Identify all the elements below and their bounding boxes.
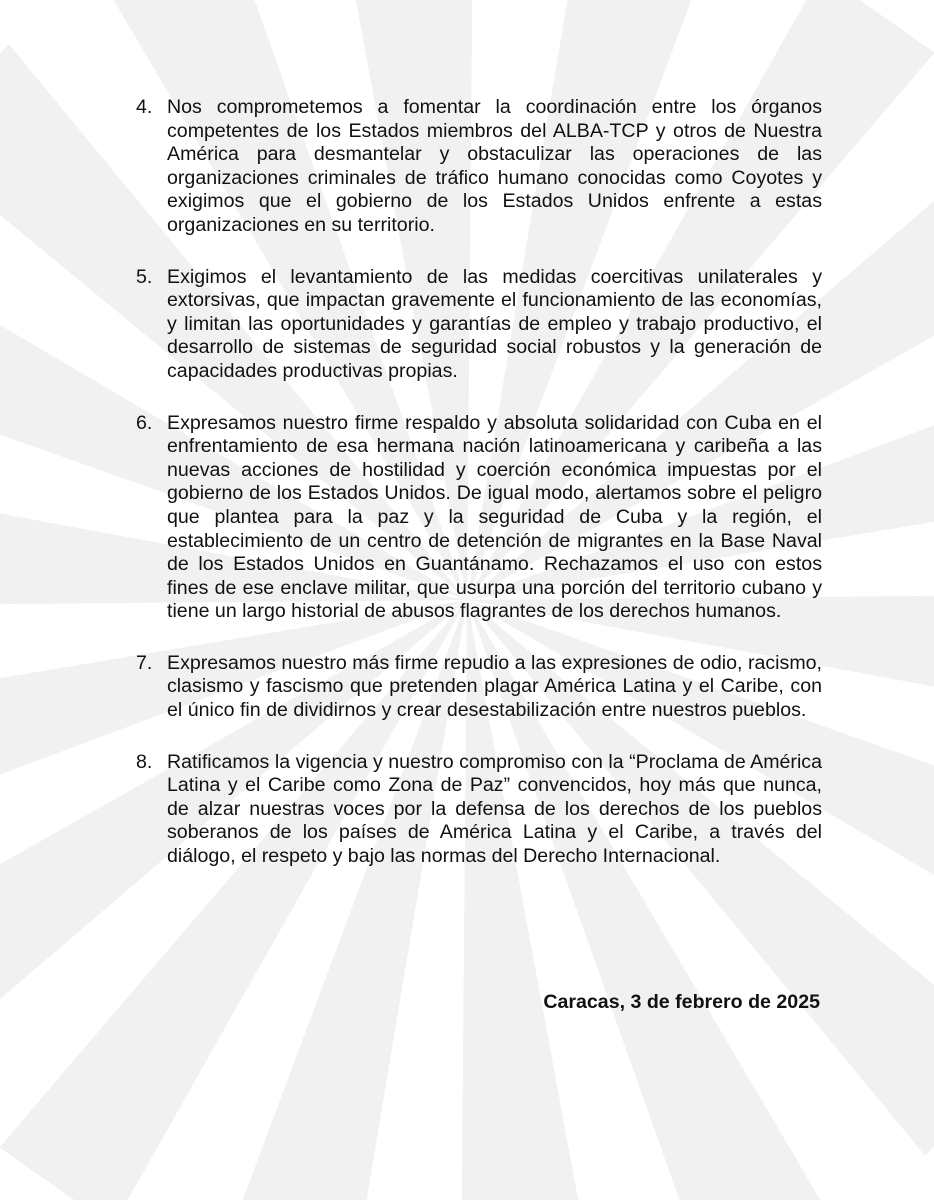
- declaration-item-6: [136, 412, 822, 624]
- item-text: Exigimos el levantamiento de las medidas coercitivas unilaterales y extorsivas, que impactan gravemente el funcionamiento de las economías, y limitan las oportunidades y garantías de empleo y trabajo productivo, el desarrollo de sistemas de seguridad social robustos y la generación de capacidades productivas propias.: [167, 265, 822, 382]
- item-number: 5.: [136, 265, 153, 288]
- item-number: 8.: [136, 750, 153, 773]
- item-number: 4.: [136, 96, 153, 118]
- declaration-items: [136, 96, 822, 897]
- item-number: 7.: [136, 651, 153, 674]
- item-text: Expresamos nuestro firme respaldo y absoluta solidaridad con Cuba en el enfrentamiento de esa hermana nación latinoamericana y caribeña a las nuevas acciones de hostilidad y coerción económica impuestas por el gobierno de los Estados Unidos. De igual modo, alertamos sobre el peligro que plantea para la paz y la seguridad de Cuba y la región, el establecimiento de un centro de detención de migrantes en la Base Naval de los Estados Unidos en Guantánamo. Rechazamos el uso con estos fines de ese enclave militar, que usurpa una porción del territorio cubano y tiene un largo historial de abusos flagrantes de los derechos humanos.: [167, 411, 822, 623]
- declaration-item-5: [136, 266, 822, 384]
- item-text: Nos comprometemos a fomentar la coordinación entre los órganos competentes de los Estados miembros del ALBA-TCP y otros de Nuestra América para desmantelar y obstaculizar las operaciones de las organizaciones criminales de tráfico humano conocidas como Coyotes y exigimos que el gobierno de los Estados Unidos enfrente a estas organizaciones en su territorio.: [167, 96, 822, 236]
- declaration-item-4: [136, 96, 822, 238]
- item-text: Expresamos nuestro más firme repudio a las expresiones de odio, racismo, clasismo y fascismo que pretenden plagar América Latina y el Caribe, con el único fin de dividirnos y crear desestabilización entre nuestros pueblos.: [167, 651, 822, 722]
- item-number: 6.: [136, 411, 153, 434]
- declaration-item-8: [136, 751, 822, 869]
- item-text: Ratificamos la vigencia y nuestro compromiso con la “Proclama de América Latina y el Caribe como Zona de Paz” convencidos, hoy más que nunca, de alzar nuestras voces por la defensa de los derechos de los pueblos soberanos de los países de América Latina y el Caribe, a través del diálogo, el respeto y bajo las normas del Derecho Internacional.: [167, 750, 822, 868]
- declaration-item-7: [136, 652, 822, 723]
- place-and-date: Caracas, 3 de febrero de 2025: [543, 991, 820, 1013]
